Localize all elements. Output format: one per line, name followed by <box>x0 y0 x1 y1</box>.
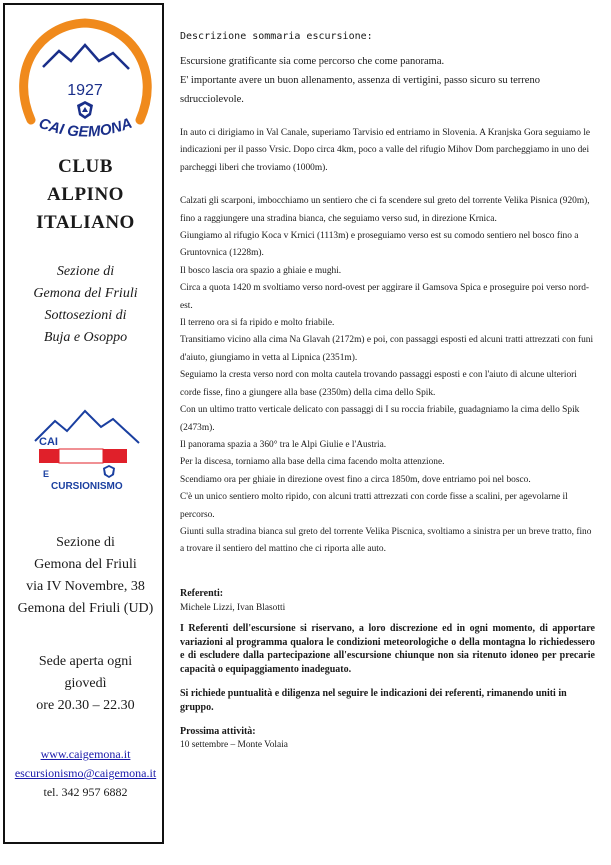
club-line: CLUB <box>58 156 113 177</box>
esc-emblem-icon <box>103 465 115 478</box>
route-paragraph: Giungiamo al rifugio Koca v Krnici (1113m) e proseguiamo verso est su comodo sentiero nel bosco fino a Gruntovnica (1228m). <box>180 231 579 259</box>
phone-number: tel. 342 957 6882 <box>43 785 128 799</box>
route-paragraph: Calzati gli scarponi, imbocchiamo un sentiero che ci fa scendere sul greto del torrente Velika Pisnica (920m), fino a raggiungere una stradina bianca, che seguiamo verso sud, in direzione Krnica. <box>180 196 590 224</box>
address-line: Gemona del Friuli <box>34 557 137 572</box>
address-line: Gemona del Friuli (UD) <box>17 601 154 616</box>
route-paragraph: Seguiamo la cresta verso nord con molta cautela trovando passaggi esposti e con l'aiuto di alcune ulteriori corde fisse, fino a giungere alla base (2350m) della cima dello Spik. <box>180 370 577 398</box>
referenti-names: Michele Lizzi, Ivan Blasotti <box>180 603 286 614</box>
address-line: via IV Novembre, 38 <box>26 579 145 594</box>
section-line: Gemona del Friuli <box>33 286 138 301</box>
email-link[interactable]: escursionismo@caigemona.it <box>14 766 157 780</box>
address-block <box>5 532 166 620</box>
club-name <box>5 153 166 237</box>
route-paragraph: Il bosco lascia ora spazio a ghiaie e mughi. <box>180 265 342 276</box>
logo-mountain-line <box>43 45 129 69</box>
approach-paragraph: In auto ci dirigiamo in Val Canale, superiamo Tarvisio ed entriamo in Slovenia. A Kranjska Gora seguiamo le indicazioni per il passo Vrsic. Dopo circa 4km, poco a valle del rifugio Mihov Dom parcheggiamo in uno dei parcheggi liberi che troviamo (1000m). <box>180 128 591 173</box>
esc-cai-text: CAI <box>39 436 58 448</box>
hours-line: Sede aperta ogni <box>38 654 133 669</box>
esc-red-band-right <box>103 449 127 463</box>
section-line: Sezione di <box>56 264 115 279</box>
opening-hours <box>5 651 166 717</box>
intro-paragraph: Escursione gratificante sia come percorso che come panorama. <box>180 56 445 67</box>
cai-emblem-icon <box>77 101 93 119</box>
punctuality-text: Si richiede puntualità e diligenza nel seguire le indicazioni dei referenti, rimanendo uniti in gruppo. <box>180 688 567 713</box>
page-title: Descrizione sommaria escursione: <box>180 31 373 42</box>
referenti-label: Referenti: <box>180 587 224 599</box>
section-line: Sottosezioni di <box>44 308 127 323</box>
contacts <box>5 745 166 802</box>
sections-text <box>5 261 166 349</box>
esc-white-band <box>59 449 103 463</box>
next-activity-label: Prossima attività: <box>180 726 256 738</box>
route-paragraph: Giunti sulla stradina bianca sul greto del torrente Velika Piscnica, svoltiamo a sinistra per un breve tratto, fino a trovare il sentiero del mattino che ci riporta alle auto. <box>180 526 592 555</box>
cai-escursionismo-logo <box>29 403 144 495</box>
route-paragraph: Per la discesa, torniamo alla base della cima facendo molta attenzione. <box>180 457 445 468</box>
disclaimer-text: I Referenti dell'escursione si riservano, a loro discrezione ed in ogni momento, di apportare variazioni al programma qualora le condizioni meteorologiche o della montagna lo richiedessero e di escludere dalla partecipazione all'escursione chiunque non sia ritenuto idoneo per precarie capacità o equipaggiamento inadeguato. <box>180 623 595 675</box>
main-content <box>180 30 595 752</box>
sidebar <box>3 3 164 844</box>
route-paragraph: Circa a quota 1420 m svoltiamo verso nord-ovest per aggirare il Gamsova Spica e proseguire poi verso nord-est. <box>180 283 590 311</box>
logo-cai-gemona-text: CAI GEMONA <box>36 114 135 141</box>
route-paragraph: Con un ultimo tratto verticale delicato con passaggi di I su roccia friabile, guadagniamo la cima dello Spik (2473m). <box>180 405 580 433</box>
club-line: ITALIANO <box>36 212 135 233</box>
section-line: Buja e Osoppo <box>43 330 128 345</box>
route-paragraph: Il terreno ora si fa ripido e molto friabile. <box>180 318 335 329</box>
esc-side-letter: E <box>43 469 50 479</box>
route-paragraph: Il panorama spazia a 360° tra le Alpi Giulie e l'Austria. <box>180 439 387 450</box>
cai-gemona-logo <box>19 15 152 145</box>
intro-paragraph: E' importante avere un buon allenamento, assenza di vertigini, passo sicuro su terreno sdrucciolevole. <box>180 75 540 105</box>
esc-cursionismo-text: CURSIONISMO <box>51 481 123 492</box>
esc-red-band <box>39 449 59 463</box>
next-activity: 10 settembre – Monte Volaia <box>180 739 288 750</box>
website-link[interactable]: www.caigemona.it <box>40 747 131 761</box>
route-paragraph: C'è un unico sentiero molto ripido, con alcuni tratti attrezzati con corde fisse a scalini, per agevolarne il percorso. <box>180 492 568 520</box>
route-paragraph: Scendiamo ora per ghiaie in direzione ovest fino a circa 1850m, dove entriamo poi nel bosco. <box>180 474 531 485</box>
address-line: Sezione di <box>56 535 115 550</box>
hours-line: ore 20.30 – 22.30 <box>36 698 135 713</box>
hours-line: giovedì <box>64 676 107 691</box>
logo-year: 1927 <box>67 82 103 99</box>
club-line: ALPINO <box>47 184 124 205</box>
route-paragraph: Transitiamo vicino alla cima Na Glavah (2172m) e poi, con passaggi esposti ed alcuni tratti attrezzati con funi d'aiuto, giungiamo in vetta al Lipnica (2351m). <box>180 335 594 363</box>
